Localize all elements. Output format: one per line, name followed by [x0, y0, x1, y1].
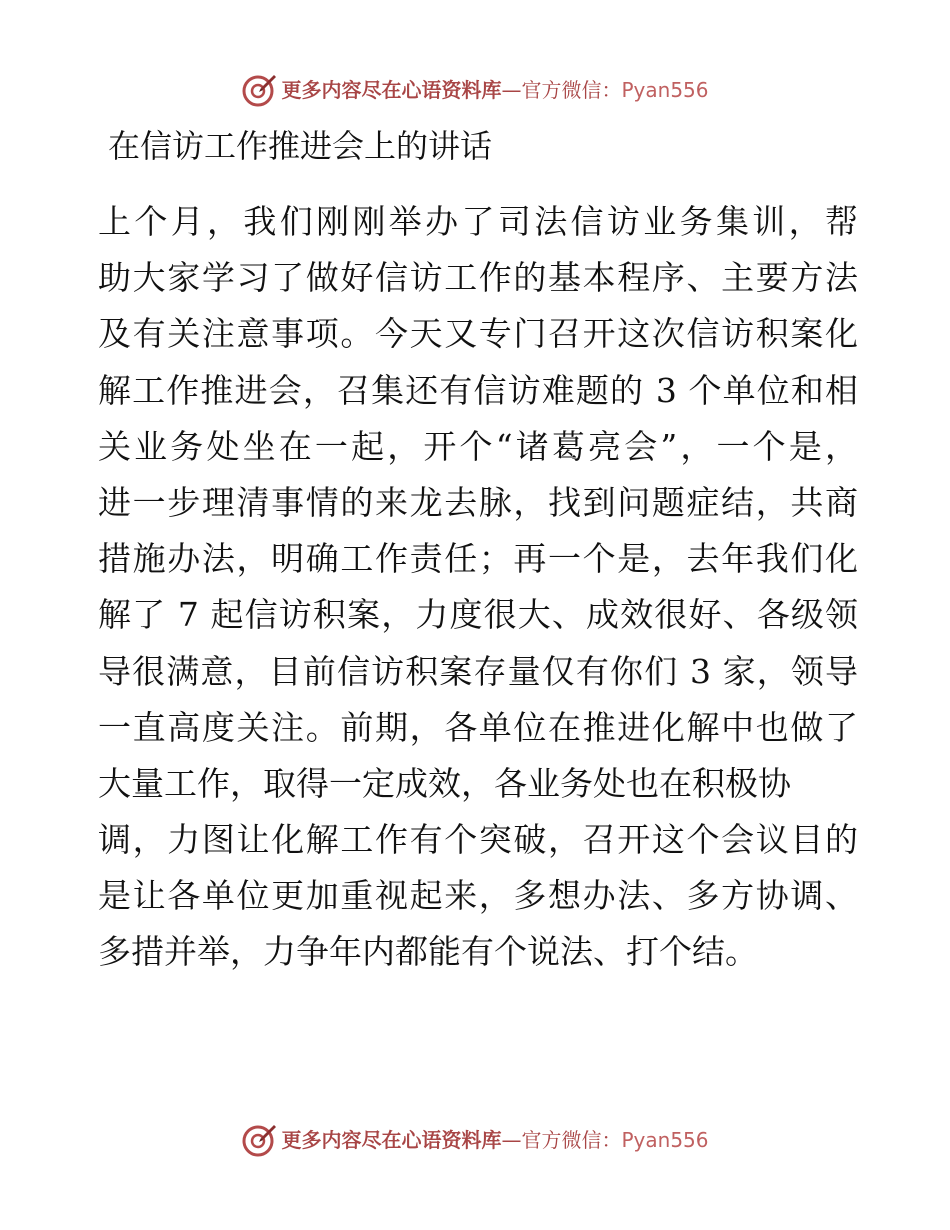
body-line: 导很满意，目前信访积案存量仅有你们 3 家，领导	[98, 651, 858, 691]
header-wechat-handle: Pyan556	[621, 78, 709, 102]
header-dash: —	[501, 78, 522, 102]
body-line: 助大家学习了做好信访工作的基本程序、主要方法	[98, 258, 858, 298]
body-line: 调，力图让化解工作有个突破，召开这个会议目的	[98, 820, 858, 860]
body-line: 是让各单位更加重视起来，多想办法、多方协调、	[98, 876, 858, 916]
document-body	[98, 194, 858, 981]
body-line: 关业务处坐在一起，开个“诸葛亮会”，一个是，	[98, 426, 858, 466]
footer-banner-text	[281, 1130, 708, 1150]
body-line: 进一步理清事情的来龙去脉，找到问题症结，共商	[98, 482, 858, 522]
header-banner-text	[281, 80, 708, 100]
footer-official-label: 官方微信：	[521, 1128, 622, 1152]
pen-logo-icon	[241, 1122, 277, 1158]
footer-dash: —	[501, 1128, 522, 1152]
header-brand: 更多内容尽在心语资料库	[281, 78, 502, 102]
document-title: 在信访工作推进会上的讲话	[108, 127, 493, 165]
pen-logo-icon	[241, 72, 277, 108]
body-line: 上个月，我们刚刚举办了司法信访业务集训，帮	[98, 202, 858, 241]
body-line: 多措并举，力争年内都能有个说法、打个结。	[98, 932, 758, 972]
footer-brand: 更多内容尽在心语资料库	[281, 1128, 502, 1152]
body-line: 解工作推进会，召集还有信访难题的 3 个单位和相	[98, 370, 858, 410]
body-line: 及有关注意事项。今天又专门召开这次信访积案化	[98, 314, 858, 354]
footer-banner	[0, 1120, 950, 1160]
body-line: 措施办法，明确工作责任；再一个是，去年我们化	[98, 539, 858, 579]
body-line: 一直高度关注。前期，各单位在推进化解中也做了	[98, 707, 858, 747]
body-line: 大量工作，取得一定成效，各业务处也在积极协	[98, 763, 791, 803]
footer-wechat-handle: Pyan556	[621, 1128, 709, 1152]
header-banner	[0, 70, 950, 110]
header-official-label: 官方微信：	[521, 78, 622, 102]
body-line: 解了 7 起信访积案，力度很大、成效很好、各级领	[98, 595, 858, 635]
